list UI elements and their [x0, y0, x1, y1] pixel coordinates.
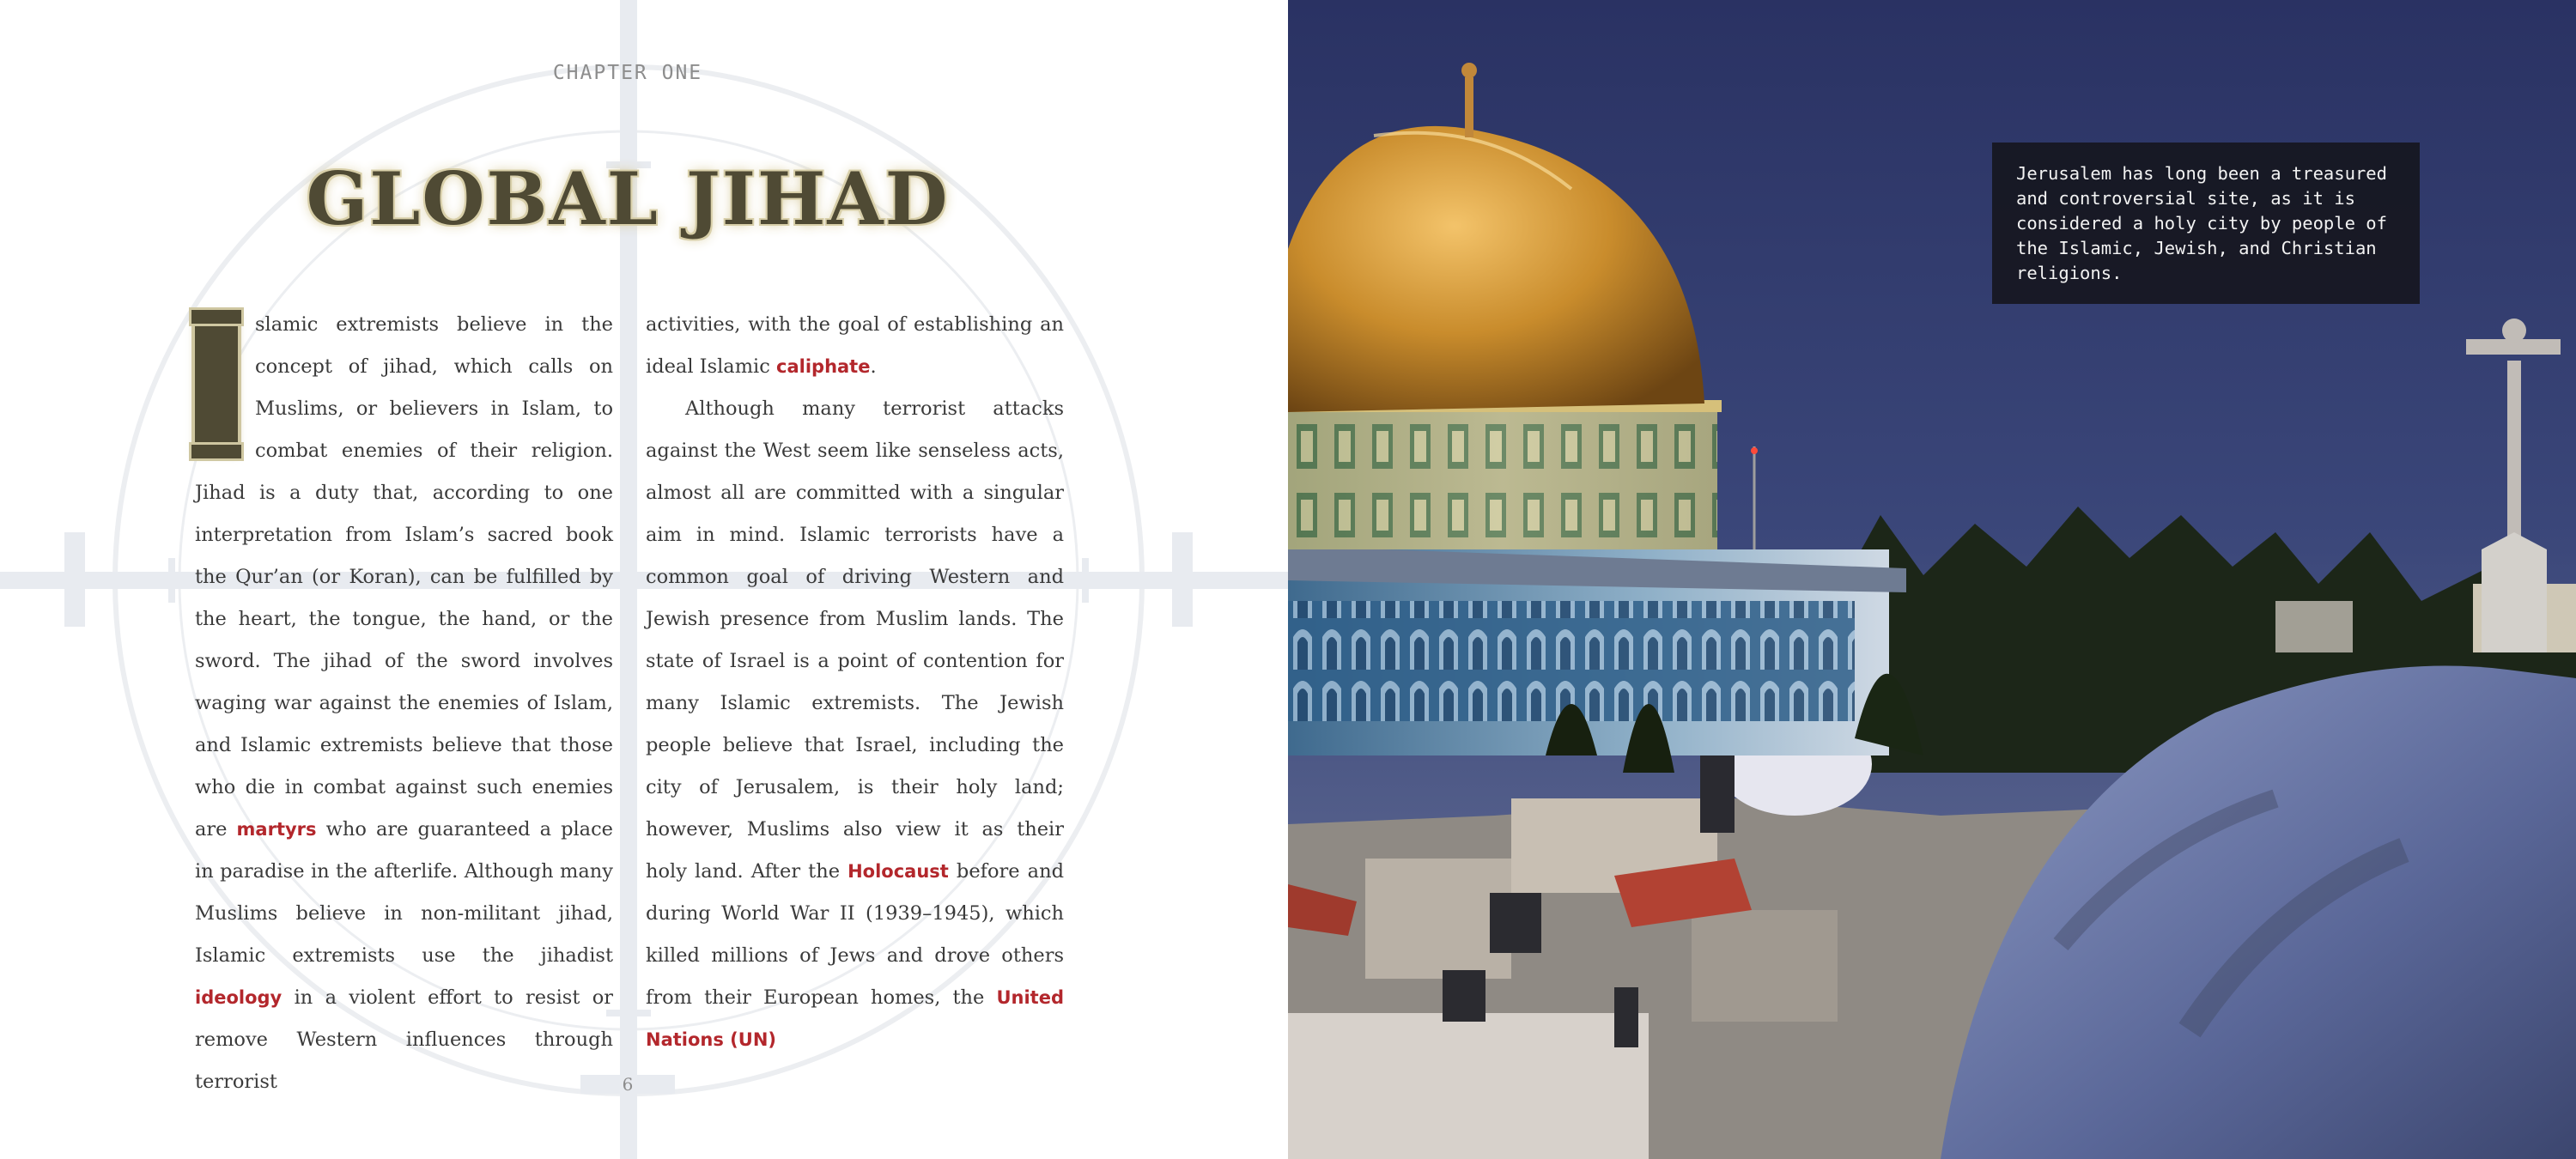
text-column-left	[195, 304, 613, 1103]
body-paragraph-1	[195, 304, 613, 1103]
body-text: in a violent effort to resist or remove Western influences through terrorist	[195, 986, 613, 1093]
glossary-term-caliphate: caliphate	[776, 356, 871, 377]
text-column-right	[646, 304, 1064, 1061]
body-text: .	[870, 355, 877, 378]
body-text: who are guaranteed a place in paradise in the afterlife. Although many Muslims believe in non-militant jihad, Islamic extremists use the jihadist	[195, 818, 613, 967]
body-paragraph-2	[646, 388, 1064, 1061]
chapter-title: GLOBAL JIHAD	[306, 156, 950, 241]
body-text: slamic extremists believe in the concept of jihad, which calls on Muslims, or believers in Islam, to combat enemies of their religion. Jihad is a duty that, according to one interpretation from Islam’s sacred book the Qur’an (or Koran), can be fulfilled by the heart, the tongue, the hand, or the sword. The jihad of the sword involves waging war against the enemies of Islam, and Islamic extremists believe that those who die in combat against such enemies are	[195, 313, 613, 840]
photo-caption-box	[1992, 143, 2420, 304]
glossary-term-martyrs: martyrs	[236, 819, 317, 840]
body-paragraph-continued	[646, 304, 1064, 388]
glossary-term-ideology: ideology	[195, 987, 283, 1008]
glossary-term-holocaust: Holocaust	[848, 861, 949, 882]
body-text: before and during World War II (1939–1945), which killed millions of Jews and drove others from their European homes, the	[646, 860, 1064, 1009]
photo-caption: Jerusalem has long been a treasured and controversial site, as it is considered a holy city by people of the Islamic, Jewish, and Christian religions.	[2016, 163, 2387, 283]
chapter-label: CHAPTER ONE	[552, 62, 703, 84]
page-number: 6	[580, 1075, 675, 1094]
body-text: activities, with the goal of establishing an ideal Islamic	[646, 313, 1064, 378]
body-text: Although many terrorist attacks against the West seem like senseless acts, almost all are committed with a singular aim in mind. Islamic terrorists have a common goal of driving Western and Jewish presence from Muslim lands. The state of Israel is a point of contention for many Islamic extremists. The Jewish people believe that Israel, including the city of Jerusalem, is their holy land; however, Muslims also view it as their holy land. After the	[646, 397, 1064, 883]
drop-cap	[195, 313, 238, 455]
glossary-term-united-nations: United Nations (UN)	[646, 987, 1064, 1050]
